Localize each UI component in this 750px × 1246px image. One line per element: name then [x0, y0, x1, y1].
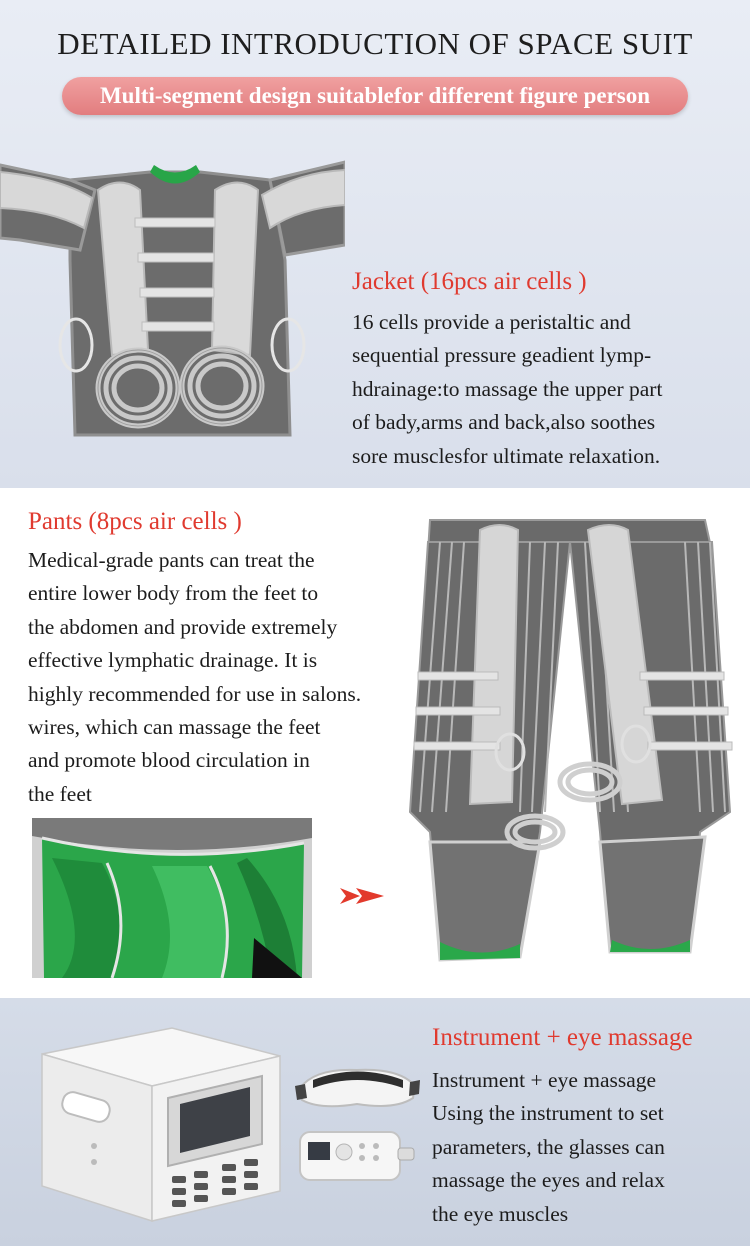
subtitle-text: Multi-segment design suitablefor different figure person	[99, 83, 651, 108]
pants-line: highly recommended for use in salons.	[28, 681, 362, 706]
page-title: DETAILED INTRODUCTION OF SPACE SUIT	[57, 26, 693, 61]
eye-massager-image	[295, 1058, 420, 1118]
instrument-section	[0, 998, 750, 1246]
instrument-description	[432, 1064, 665, 1231]
pants-line: Medical-grade pants can treat the	[28, 548, 315, 572]
jacket-image	[0, 150, 345, 450]
instrument-heading: Instrument + eye massage	[432, 1024, 693, 1051]
pants-lining-closeup-image	[32, 818, 312, 978]
subtitle-banner	[62, 77, 688, 115]
jacket-line: of bady,arms and back,also soothes	[352, 410, 656, 435]
pants-line: and promote blood circulation in	[28, 748, 310, 773]
jacket-line: sore musclesfor ultimate relaxation.	[352, 443, 661, 468]
pants-description	[28, 544, 361, 811]
jacket-heading: Jacket (16pcs air cells )	[352, 268, 587, 295]
arrow-icon	[338, 884, 388, 908]
pants-section	[0, 488, 750, 998]
pants-line: entire lower body from the feet to	[28, 581, 319, 606]
jacket-line: 16 cells provide a peristaltic and	[352, 310, 631, 334]
pants-image	[400, 512, 740, 982]
instrument-machine-image	[22, 1026, 284, 1226]
remote-controller-image	[296, 1126, 416, 1186]
jacket-section	[0, 0, 750, 488]
pants-line: the feet	[28, 781, 92, 806]
jacket-description	[352, 306, 662, 473]
instrument-line: Instrument + eye massage	[432, 1068, 657, 1092]
pants-line: the abdomen and provide extremely	[28, 614, 338, 639]
pants-line: effective lymphatic drainage. It is	[28, 648, 318, 673]
instrument-line: parameters, the glasses can	[432, 1134, 665, 1159]
instrument-line: Using the instrument to set	[432, 1101, 664, 1126]
pants-heading: Pants (8pcs air cells )	[28, 508, 242, 535]
pants-line: wires, which can massage the feet	[28, 715, 321, 740]
instrument-line: massage the eyes and relax	[432, 1168, 665, 1193]
jacket-line: sequential pressure geadient lymp-	[352, 343, 652, 368]
jacket-line: hdrainage:to massage the upper part	[352, 376, 663, 401]
instrument-line: the eye muscles	[432, 1201, 569, 1226]
